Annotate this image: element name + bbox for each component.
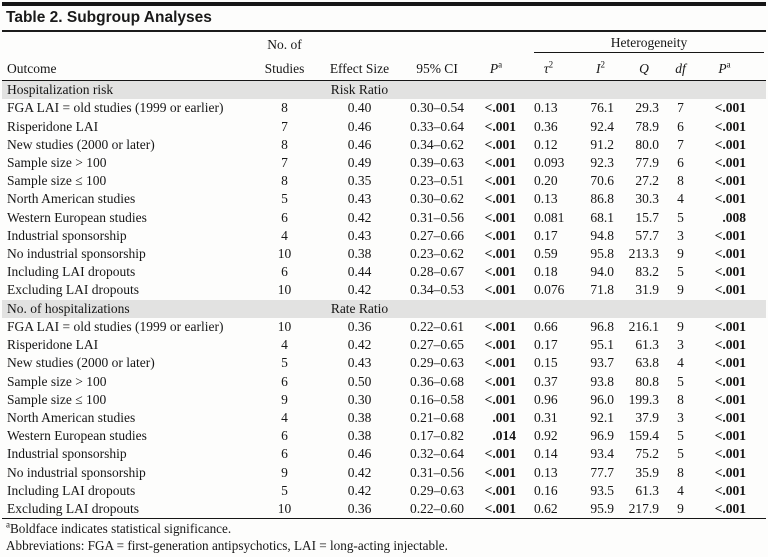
cell-ci-95: 0.28–0.67 [410,264,464,280]
cell-no-of-studies: 8 [281,173,288,189]
cell-p-value: <.001 [484,282,516,298]
cell-i-squared: 77.7 [590,464,614,480]
cell-ci-95: 0.30–0.54 [410,100,464,116]
cell-effect-size: 0.46 [347,446,372,462]
cell-no-of-studies: 4 [281,337,288,353]
cell-ci-95: 0.22–0.61 [410,319,464,335]
cell-no-of-studies: 9 [281,391,288,407]
cell-outcome: FGA LAI = old studies (1999 or earlier) [7,100,224,116]
cell-no-of-studies: 10 [277,501,292,517]
section-band-row [2,81,766,100]
cell-tau-squared: 0.076 [534,282,565,298]
cell-outcome: Industrial sponsorship [7,446,127,462]
cell-outcome: Sample size > 100 [7,155,107,170]
cell-het-p-value: <.001 [714,482,747,498]
cell-q-statistic: 199.3 [628,391,659,407]
cell-q-statistic: 80.8 [635,373,659,389]
cell-p-value: <.001 [484,464,516,480]
cell-ci-95: 0.36–0.68 [410,373,464,389]
header-tau-squared [520,53,577,81]
table-row [2,409,766,427]
cell-no-of-studies: 6 [281,373,288,389]
cell-tau-squared: 0.12 [534,136,558,152]
section-ratio-label: Risk Ratio [317,81,402,100]
cell-outcome: Including LAI dropouts [7,482,136,498]
cell-het-p-value: <.001 [714,136,747,152]
header-outcome: Outcome [2,53,252,81]
cell-het-p-value: <.001 [714,446,747,462]
cell-df: 3 [677,337,684,353]
table-row [2,373,766,391]
cell-q-statistic: 217.9 [628,501,659,517]
cell-outcome: Excluding LAI dropouts [7,282,139,298]
table-row [2,391,766,409]
cell-effect-size: 0.42 [347,209,372,225]
cell-effect-size: 0.36 [347,501,372,517]
cell-df: 4 [677,191,684,207]
table-row [2,190,766,208]
cell-tau-squared: 0.62 [534,501,558,517]
cell-p-value: <.001 [484,100,516,116]
cell-q-statistic: 30.3 [635,191,659,207]
cell-p-value: .001 [492,410,516,426]
section-label: No. of hospitalizations [2,300,317,318]
cell-effect-size: 0.38 [347,246,372,262]
cell-i-squared: 92.4 [590,118,614,134]
cell-q-statistic: 63.8 [635,355,659,371]
header-q-statistic [624,53,664,81]
footnotes [2,519,766,554]
cell-p-value: <.001 [484,319,516,335]
cell-ci-95: 0.27–0.65 [410,337,464,353]
cell-het-p-value: <.001 [714,319,747,335]
cell-het-p-value: <.001 [714,100,747,116]
cell-het-p-value: <.001 [714,282,747,298]
subgroup-analyses-table [2,32,766,519]
cell-effect-size: 0.50 [347,373,372,389]
cell-p-value: <.001 [484,155,516,170]
cell-outcome: Including LAI dropouts [7,264,136,280]
cell-p-value: <.001 [484,373,516,389]
cell-no-of-studies: 6 [281,446,288,462]
cell-tau-squared: 0.96 [534,391,558,407]
cell-q-statistic: 75.2 [635,446,659,462]
cell-effect-size: 0.42 [347,282,372,298]
cell-p-value: <.001 [484,118,516,134]
cell-tau-squared: 0.66 [534,319,558,335]
cell-i-squared: 95.8 [590,246,614,262]
i-symbol: I [596,61,601,76]
cell-i-squared: 93.7 [590,355,614,371]
table-header [2,32,766,81]
cell-outcome: Western European studies [7,428,147,444]
cell-df: 5 [677,264,684,280]
cell-df: 8 [677,391,684,407]
cell-no-of-studies: 10 [277,246,292,262]
cell-tau-squared: 0.13 [534,464,558,480]
cell-q-statistic: 77.9 [635,155,659,170]
cell-no-of-studies: 4 [281,410,288,426]
cell-effect-size: 0.44 [347,264,372,280]
cell-ci-95: 0.31–0.56 [410,464,464,480]
cell-tau-squared: 0.20 [534,173,558,189]
header-spacer-outcome [2,32,252,53]
table-title: Table 2. Subgroup Analyses [6,9,212,26]
cell-q-statistic: 213.3 [628,246,659,262]
cell-outcome: North American studies [7,191,136,207]
cell-effect-size: 0.49 [347,155,372,170]
cell-ci-95: 0.33–0.64 [410,118,464,134]
cell-df: 7 [677,100,684,116]
footnote-significance-text: Boldface indicates statistical significance. [10,521,232,537]
cell-no-of-studies: 8 [281,100,288,116]
cell-i-squared: 95.9 [590,501,614,517]
section-band-row [2,300,766,318]
cell-het-p-value: .008 [722,209,747,225]
cell-outcome: No industrial sponsorship [7,464,146,480]
cell-df: 4 [677,355,684,371]
cell-effect-size: 0.46 [347,118,372,134]
table-row [2,118,766,136]
cell-q-statistic: 37.9 [635,410,659,426]
cell-outcome: Sample size ≤ 100 [7,391,107,407]
cell-i-squared: 71.8 [590,282,614,298]
table-row [2,263,766,281]
cell-het-p-value: <.001 [714,264,747,280]
p-symbol: P [489,61,499,76]
cell-i-squared: 96.0 [590,391,614,407]
header-spacer-p [472,32,520,53]
cell-df: 5 [677,373,684,389]
cell-outcome: New studies (2000 or later) [7,355,155,371]
cell-ci-95: 0.39–0.63 [410,155,464,170]
cell-q-statistic: 15.7 [635,209,659,225]
cell-outcome: Sample size ≤ 100 [7,173,107,189]
cell-no-of-studies: 7 [281,155,288,170]
cell-outcome: Industrial sponsorship [7,227,127,243]
section-ratio-label: Rate Ratio [317,300,402,318]
table-row [2,336,766,354]
cell-q-statistic: 31.9 [635,282,659,298]
cell-ci-95: 0.16–0.58 [410,391,464,407]
cell-p-value: <.001 [484,355,516,371]
cell-outcome: Risperidone LAI [7,118,99,134]
cell-het-p-value: <.001 [714,391,747,407]
q-symbol: Q [639,61,649,76]
cell-no-of-studies: 9 [281,464,288,480]
header-effect-size: Effect Size [317,53,402,81]
cell-outcome: Western European studies [7,209,147,225]
cell-q-statistic: 159.4 [628,428,659,444]
cell-tau-squared: 0.15 [534,355,558,371]
table-row [2,281,766,299]
cell-q-statistic: 61.3 [635,337,659,353]
section-band-filler [402,81,766,100]
cell-tau-squared: 0.37 [534,373,558,389]
cell-df: 9 [677,282,684,298]
cell-p-value: <.001 [484,136,516,152]
cell-effect-size: 0.43 [347,227,372,243]
cell-tau-squared: 0.14 [534,446,558,462]
cell-het-p-value: <.001 [714,246,747,262]
cell-df: 8 [677,173,684,189]
cell-het-p-value: <.001 [714,227,747,243]
cell-tau-squared: 0.13 [534,191,558,207]
cell-i-squared: 91.2 [590,136,614,152]
cell-outcome: Sample size > 100 [7,373,107,389]
cell-no-of-studies: 4 [281,227,288,243]
cell-i-squared: 96.8 [590,319,614,335]
cell-df: 9 [677,501,684,517]
cell-tau-squared: 0.36 [534,118,558,134]
footnote-significance [6,521,766,538]
cell-effect-size: 0.42 [347,464,372,480]
section-label: Hospitalization risk [2,81,317,100]
cell-outcome: New studies (2000 or later) [7,136,155,152]
cell-df: 6 [677,155,684,170]
cell-ci-95: 0.34–0.62 [410,136,464,152]
cell-q-statistic: 27.2 [635,173,659,189]
cell-i-squared: 95.1 [590,337,614,353]
cell-ci-95: 0.27–0.66 [410,227,464,243]
cell-het-p-value: <.001 [714,410,747,426]
cell-i-squared: 93.8 [590,373,614,389]
cell-i-squared: 93.5 [590,482,614,498]
cell-ci-95: 0.32–0.64 [410,446,464,462]
table-row [2,318,766,336]
cell-no-of-studies: 5 [281,482,288,498]
cell-p-value: <.001 [484,446,516,462]
table-row [2,172,766,190]
cell-tau-squared: 0.59 [534,246,558,262]
cell-q-statistic: 83.2 [635,264,659,280]
cell-effect-size: 0.38 [347,410,372,426]
cell-q-statistic: 57.7 [635,227,659,243]
cell-df: 5 [677,209,684,225]
cell-ci-95: 0.23–0.62 [410,246,464,262]
cell-outcome: No industrial sponsorship [7,246,146,262]
cell-i-squared: 94.8 [590,227,614,243]
cell-no-of-studies: 6 [281,209,288,225]
cell-df: 5 [677,428,684,444]
cell-df: 9 [677,319,684,335]
header-i-squared [577,53,624,81]
cell-het-p-value: <.001 [714,191,747,207]
cell-p-value: <.001 [484,264,516,280]
cell-outcome: Excluding LAI dropouts [7,501,139,517]
cell-ci-95: 0.31–0.56 [410,209,464,225]
cell-p-value: <.001 [484,391,516,407]
table-row [2,136,766,154]
table-row [2,354,766,372]
header-studies: Studies [252,53,317,81]
cell-i-squared: 94.0 [590,264,614,280]
cell-ci-95: 0.34–0.53 [410,282,464,298]
cell-p-value: <.001 [484,227,516,243]
cell-effect-size: 0.40 [347,100,372,116]
cell-df: 7 [677,136,684,152]
header-row-bottom [2,53,766,81]
cell-tau-squared: 0.16 [534,482,558,498]
cell-i-squared: 68.1 [590,209,614,225]
cell-ci-95: 0.22–0.60 [410,501,464,517]
cell-p-value: <.001 [484,501,516,517]
tau-superscript: 2 [548,59,554,70]
cell-i-squared: 96.9 [590,428,614,444]
header-het-p-value [697,53,766,81]
cell-q-statistic: 216.1 [628,319,659,335]
header-no-of: No. of [267,37,302,52]
cell-het-p-value: <.001 [714,428,747,444]
cell-i-squared: 76.1 [590,100,614,116]
cell-no-of-studies: 6 [281,264,288,280]
cell-p-value: <.001 [484,209,516,225]
cell-effect-size: 0.42 [347,337,372,353]
cell-het-p-value: <.001 [714,155,747,170]
cell-q-statistic: 29.3 [635,100,659,116]
cell-tau-squared: 0.093 [534,155,565,170]
cell-p-value: .014 [492,428,516,444]
cell-ci-95: 0.29–0.63 [410,482,464,498]
table-row [2,227,766,245]
header-heterogeneity-group [520,32,766,53]
cell-effect-size: 0.46 [347,136,372,152]
cell-no-of-studies: 5 [281,355,288,371]
header-spacer-effect [317,32,402,53]
i-superscript: 2 [600,59,605,70]
cell-ci-95: 0.21–0.68 [410,410,464,426]
section-band-filler [402,300,766,318]
cell-outcome: Risperidone LAI [7,337,99,353]
header-ci: 95% CI [402,53,472,81]
header-df [664,53,697,81]
table-row [2,427,766,445]
cell-tau-squared: 0.13 [534,100,558,116]
cell-i-squared: 86.8 [590,191,614,207]
cell-effect-size: 0.38 [347,428,372,444]
cell-outcome: North American studies [7,410,136,426]
cell-effect-size: 0.35 [347,173,372,189]
cell-outcome: FGA LAI = old studies (1999 or earlier) [7,319,224,335]
cell-df: 3 [677,227,684,243]
cell-het-p-value: <.001 [714,337,747,353]
cell-q-statistic: 61.3 [635,482,659,498]
cell-no-of-studies: 10 [277,319,292,335]
cell-effect-size: 0.30 [347,391,372,407]
cell-p-value: <.001 [484,337,516,353]
cell-i-squared: 92.3 [590,155,614,170]
cell-q-statistic: 35.9 [635,464,659,480]
cell-het-p-value: <.001 [714,501,747,517]
df-symbol: df [675,61,686,76]
cell-tau-squared: 0.31 [534,410,558,426]
cell-i-squared: 93.4 [590,446,614,462]
p-superscript: a [498,59,503,70]
cell-ci-95: 0.17–0.82 [410,428,464,444]
cell-p-value: <.001 [484,482,516,498]
p-superscript: a [726,59,731,70]
cell-no-of-studies: 5 [281,191,288,207]
cell-effect-size: 0.36 [347,319,372,335]
cell-ci-95: 0.29–0.63 [410,355,464,371]
table-row [2,464,766,482]
table-row [2,245,766,263]
cell-het-p-value: <.001 [714,118,747,134]
cell-df: 3 [677,410,684,426]
cell-p-value: <.001 [484,246,516,262]
cell-effect-size: 0.42 [347,482,372,498]
cell-effect-size: 0.43 [347,355,372,371]
footnote-abbreviations: Abbreviations: FGA = first-generation antipsychotics, LAI = long-acting injectable. [6,537,448,553]
tau-symbol: τ [543,61,549,76]
p-symbol: P [718,61,727,76]
table-body [2,81,766,519]
cell-df: 4 [677,482,684,498]
table-row [2,500,766,519]
table-row [2,445,766,463]
cell-het-p-value: <.001 [714,173,747,189]
cell-i-squared: 70.6 [590,173,614,189]
cell-het-p-value: <.001 [714,373,747,389]
cell-no-of-studies: 10 [277,282,292,298]
cell-p-value: <.001 [484,173,516,189]
header-p-value [472,53,520,81]
cell-het-p-value: <.001 [714,355,747,371]
cell-p-value: <.001 [484,191,516,207]
table-row [2,482,766,500]
table-row [2,99,766,117]
cell-q-statistic: 78.9 [635,118,659,134]
header-row-top [2,32,766,53]
cell-i-squared: 92.1 [590,410,614,426]
cell-df: 8 [677,464,684,480]
header-spacer-ci [402,32,472,53]
cell-effect-size: 0.43 [347,191,372,207]
footnote-superscript: a [6,519,10,530]
cell-ci-95: 0.30–0.62 [410,191,464,207]
cell-q-statistic: 80.0 [635,136,659,152]
cell-tau-squared: 0.17 [534,227,558,243]
cell-df: 6 [677,118,684,134]
header-heterogeneity: Heterogeneity [534,35,764,53]
cell-df: 5 [677,446,684,462]
cell-tau-squared: 0.17 [534,337,558,353]
cell-no-of-studies: 6 [281,428,288,444]
cell-tau-squared: 0.081 [534,209,565,225]
table-row [2,209,766,227]
table-row [2,154,766,172]
cell-no-of-studies: 7 [281,118,288,134]
cell-ci-95: 0.23–0.51 [410,173,464,189]
cell-no-of-studies: 8 [281,136,288,152]
cell-het-p-value: <.001 [714,464,747,480]
cell-tau-squared: 0.18 [534,264,558,280]
cell-df: 9 [677,246,684,262]
cell-tau-squared: 0.92 [534,428,558,444]
